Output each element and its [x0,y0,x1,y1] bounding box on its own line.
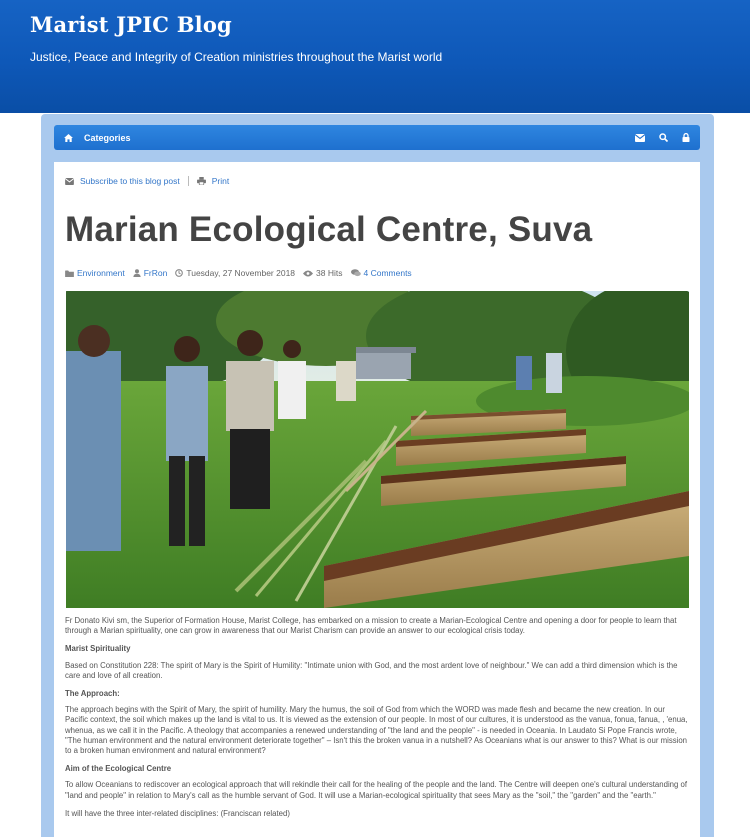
search-icon[interactable] [659,133,668,142]
clock-icon [175,269,183,277]
print-link[interactable] [197,176,229,186]
top-navbar [54,125,700,150]
page-container [41,114,714,837]
category-link[interactable]: Environment [77,268,125,278]
article-body [65,616,690,827]
hits-count: 38 Hits [316,268,343,278]
subscribe-label[interactable]: Subscribe to this blog post [80,176,180,186]
print-label[interactable]: Print [211,176,230,186]
author-link[interactable]: FrRon [143,268,168,278]
envelope-icon[interactable] [635,134,645,142]
article-title: Marian Ecological Centre, Suva [65,210,593,249]
garden-photo-image [66,291,689,608]
meta-author[interactable] [133,268,168,278]
site-header [0,0,750,113]
paragraph-spirituality: Based on Constitution 228: The spirit of Mary is the Spirit of Humility: "Intimate union with God, and the most ardent love of neighbour." We can add a third dimension which is the care and love of all creation. [65,660,678,680]
intro-paragraph: Fr Donato Kivi sm, the Superior of Formation House, Marist College, has embarked on a mission to create a Marian-Ecological Centre and opening a door for people to learn that through a Marian spirituality, one can grow in awareness that our Marist Charism can provide an answer to our ecological crisis today. [65,616,677,636]
comments-icon [351,269,361,277]
printer-icon [197,177,206,185]
article-panel [54,162,700,837]
nav-right-icons [635,125,690,150]
meta-date [175,268,295,278]
post-date: Tuesday, 27 November 2018 [186,268,296,278]
lock-icon[interactable] [682,133,690,142]
section-heading-approach: The Approach: [65,689,120,699]
article-photo [66,291,689,608]
categories-label[interactable]: Categories [84,132,131,143]
article-tools [65,176,229,186]
folder-icon [65,270,74,277]
paragraph-aim: To allow Oceanians to rediscover an ecological approach that will rekindle their call for the healing of the people and the land. The Centre will deepen one's cultural understanding of "land and people" in relation to Mary's call as the humble servant of God. It will use a Marian-ecological spirituality that sees Mary as the "soil," the "garden" and the "earth." [65,780,688,800]
section-heading-aim: Aim of the Ecological Centre [65,764,172,774]
meta-category[interactable] [65,268,125,278]
envelope-icon [65,178,74,185]
meta-comments[interactable] [351,268,412,278]
eye-icon [303,270,313,277]
user-icon [133,269,141,277]
site-tagline: Justice, Peace and Integrity of Creation ministries throughout the Marist world [30,50,443,64]
subscribe-link[interactable] [65,176,180,186]
categories-menu[interactable] [64,125,131,150]
meta-hits [303,268,342,278]
tools-divider [188,176,189,186]
home-icon[interactable] [64,134,73,142]
site-title[interactable]: Marist JPIC Blog [30,12,232,37]
article-meta [65,268,420,278]
comments-link[interactable]: 4 Comments [363,268,412,278]
section-heading-spirituality: Marist Spirituality [65,644,131,654]
paragraph-disciplines: It will have the three inter-related disciplines: (Franciscan related) [65,808,290,818]
paragraph-approach: The approach begins with the Spirit of Mary, the spirit of humility. Mary the humus, the soil of God from which the WORD was made flesh and became the new creation. In our Pacific context, the soil which makes up the land is vital to us. It is viewed as the extension of our people. In most of our cultures, it is understood as the vanua, fonua, fanua, , 'enua, whenua, as we call it in the Pacific. A theology that accompanies a renewed understanding of "the land and the people" - is needed in Oceania. In Laudato Si Pope Francis wrote, "The human environment and the natural environment deteriorate together" – Isn't this the broken vanua in a nutshell? As Oceanians what is our answer to this? What is our mission to a broken human environment and natural environment? [65,705,688,756]
